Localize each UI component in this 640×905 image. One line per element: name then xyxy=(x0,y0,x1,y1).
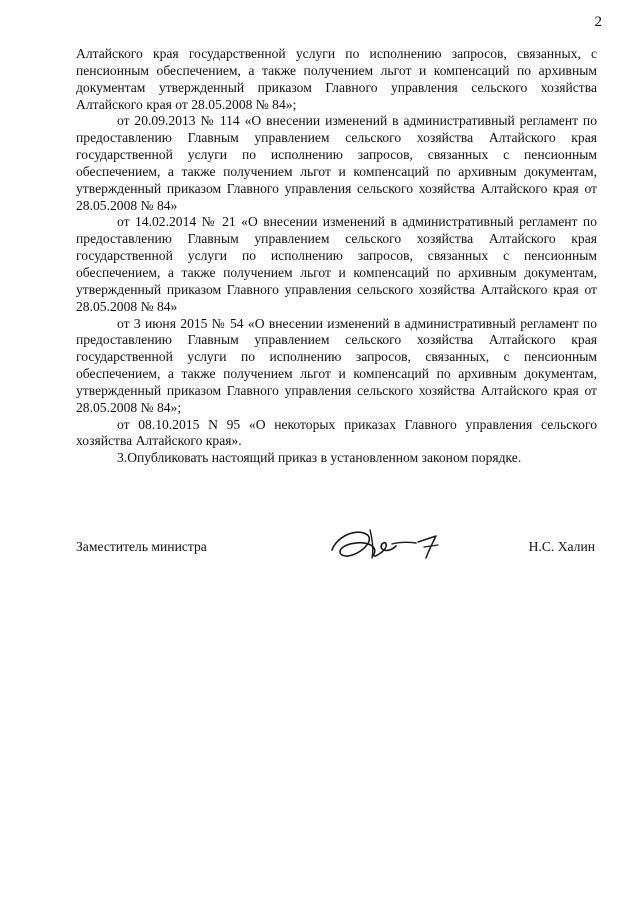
paragraph-order-2013: от 20.09.2013 № 114 «О внесении изменений в административный регламент по предоставлению Главным управлением сельского хозяйства Алтайского края государственной услуги по исполнению запросов, связанных с пенсионным обеспечением, а также получением льгот и компенсаций по архивным документам, утвержденный приказом Главного управления сельского хозяйства Алтайского края от 28.05.2008 № 84» xyxy=(76,113,597,213)
handwritten-signature xyxy=(326,520,456,564)
document-body xyxy=(76,46,597,467)
signer-name: Н.С. Халин xyxy=(528,539,595,554)
paragraph-item-3: 3.Опубликовать настоящий приказ в установленном законом порядке. xyxy=(117,450,522,466)
paragraph-continuation: Алтайского края государственной услуги по исполнению запросов, связанных, с пенсионным обеспечением, а также получением льгот и компенсаций по архивным документам утвержденный приказом Главного управления сельского хозяйства Алтайского края от 28.05.2008 № 84»; xyxy=(76,46,597,112)
page-number: 2 xyxy=(594,14,602,30)
paragraph-order-oct-2015: от 08.10.2015 N 95 «О некоторых приказах Главного управления сельского хозяйства Алтайского края». xyxy=(76,416,597,449)
signature-block xyxy=(76,520,597,580)
paragraph-order-june-2015: от 3 июня 2015 № 54 «О внесении изменений в административный регламент по предоставлению Главным управлением сельского хозяйства Алтайского края государственной услуги по исполнению запросов, связанных, с пенсионным обеспечением, а также получением льгот и компенсаций по архивным документам, утвержденный приказом Главного управления сельского хозяйства Алтайского края от 28.05.2008 № 84»; xyxy=(76,315,597,415)
signer-position: Заместитель министра xyxy=(76,539,207,554)
paragraph-order-2014: от 14.02.2014 № 21 «О внесении изменений в административный регламент по предоставлению Главным управлением сельского хозяйства Алтайского края государственной услуги по исполнению запросов, связанных с пенсионным обеспечением, а также получением льгот и компенсаций по архивным документам, утвержденный приказом Главного управления сельского хозяйства Алтайского края от 28.05.2008 № 84» xyxy=(76,214,597,314)
